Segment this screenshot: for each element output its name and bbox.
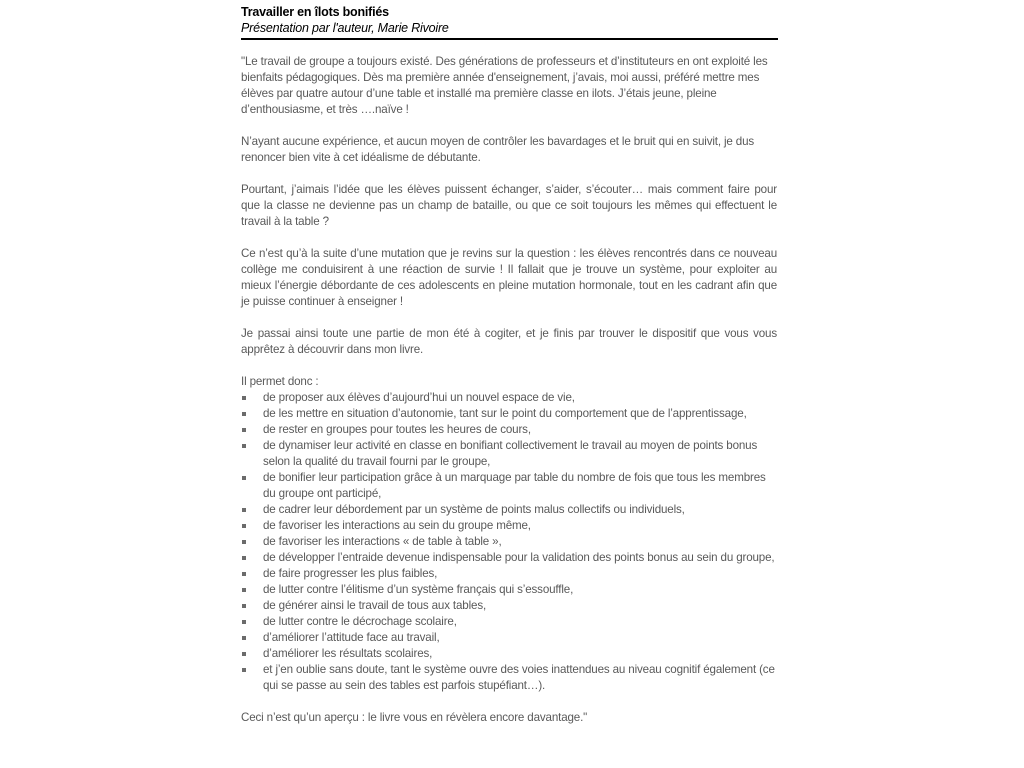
list-item — [241, 550, 777, 566]
square-bullet-icon — [242, 444, 246, 448]
square-bullet-icon — [242, 412, 246, 416]
list-item — [241, 406, 777, 422]
list-item-text: de favoriser les interactions « de table à table », — [263, 535, 502, 548]
list-item-text: de bonifier leur participation grâce à un marquage par table du nombre de fois que tous les membres du groupe ont participé, — [263, 471, 766, 500]
list-item — [241, 614, 777, 630]
benefits-list — [241, 390, 777, 694]
square-bullet-icon — [242, 556, 246, 560]
square-bullet-icon — [242, 620, 246, 624]
list-item-text: et j’en oublie sans doute, tant le système ouvre des voies inattendues au niveau cognitif également (ce qui se passe au sein des tables est parfois stupéfiant…). — [263, 663, 775, 692]
header-rule — [241, 38, 778, 40]
list-item-text: de dynamiser leur activité en classe en bonifiant collectivement le travail au moyen de points bonus selon la qualité du travail fourni par le groupe, — [263, 439, 758, 468]
list-item-text: de rester en groupes pour toutes les heures de cours, — [263, 423, 531, 436]
list-item-text: d’améliorer les résultats scolaires, — [263, 647, 433, 660]
list-item-text: de proposer aux élèves d’aujourd’hui un nouvel espace de vie, — [263, 391, 575, 404]
list-item — [241, 518, 777, 534]
square-bullet-icon — [242, 668, 246, 672]
paragraph-mutation: Ce n’est qu’à la suite d’une mutation que je revins sur la question : les élèves rencontrés dans ce nouveau collège me conduisirent à une réaction de survie ! Il fallait que je trouve un système, pour exploiter au mieux l’énergie débordante de ces adolescents en pleine mutation hormonale, tout en les cadrant afin que je puisse continuer à enseigner ! — [241, 247, 777, 308]
square-bullet-icon — [242, 428, 246, 432]
square-bullet-icon — [242, 476, 246, 480]
list-item — [241, 646, 777, 662]
list-item-text: de lutter contre l’élitisme d’un système français qui s’essouffle, — [263, 583, 574, 596]
paragraph-intro: "Le travail de groupe a toujours existé. Des générations de professeurs et d’instituteurs en ont exploité les bienfaits pédagogiques. Dès ma première année d'enseignement, j’avais, moi aussi, préféré mettre mes élèves par quatre autour d’une table et installé ma première classe en ilots. J’étais jeune, pleine d’enthousiasme, et très ….naïve ! — [241, 55, 768, 116]
list-item-text: de lutter contre le décrochage scolaire, — [263, 615, 457, 628]
document-page — [241, 0, 777, 742]
square-bullet-icon — [242, 588, 246, 592]
list-item — [241, 582, 777, 598]
paragraph-inexperience: N’ayant aucune expérience, et aucun moyen de contrôler les bavardages et le bruit qui en suivit, je dus renoncer bien vite à cet idéalisme de débutante. — [241, 135, 755, 164]
square-bullet-icon — [242, 524, 246, 528]
square-bullet-icon — [242, 636, 246, 640]
square-bullet-icon — [242, 508, 246, 512]
square-bullet-icon — [242, 540, 246, 544]
square-bullet-icon — [242, 652, 246, 656]
square-bullet-icon — [242, 572, 246, 576]
square-bullet-icon — [242, 604, 246, 608]
list-item-text: de générer ainsi le travail de tous aux tables, — [263, 599, 487, 612]
list-item-text: de cadrer leur débordement par un système de points malus collectifs ou individuels, — [263, 503, 685, 516]
paragraph-summer: Je passai ainsi toute une partie de mon été à cogiter, et je finis par trouver le dispositif que vous vous apprêtez à découvrir dans mon livre. — [241, 327, 777, 356]
list-item — [241, 534, 777, 550]
list-item-text: de développer l’entraide devenue indispensable pour la validation des points bonus au sein du groupe, — [263, 551, 775, 564]
list-item — [241, 390, 777, 406]
square-bullet-icon — [242, 396, 246, 400]
list-item — [241, 566, 777, 582]
list-item — [241, 470, 777, 502]
closing-paragraph: Ceci n’est qu’un aperçu : le livre vous en révèlera encore davantage." — [241, 711, 588, 724]
document-title: Travailler en îlots bonifiés — [241, 5, 389, 19]
list-item — [241, 438, 777, 470]
list-item-text: de faire progresser les plus faibles, — [263, 567, 438, 580]
paragraph-question: Pourtant, j’aimais l’idée que les élèves puissent échanger, s’aider, s’écouter… mais comment faire pour que la classe ne devienne pas un champ de bataille, ou que ce soit toujours les mêmes qui effectuent le travail à la table ? — [241, 183, 777, 228]
list-item — [241, 502, 777, 518]
list-item — [241, 598, 777, 614]
list-intro: Il permet donc : — [241, 375, 319, 388]
document-body — [241, 54, 777, 726]
list-item — [241, 662, 777, 694]
list-item — [241, 422, 777, 438]
list-item-text: de les mettre en situation d’autonomie, tant sur le point du comportement que de l’apprentissage, — [263, 407, 747, 420]
list-item-text: d’améliorer l’attitude face au travail, — [263, 631, 440, 644]
list-item — [241, 630, 777, 646]
document-subtitle: Présentation par l'auteur, Marie Rivoire — [241, 21, 449, 35]
list-item-text: de favoriser les interactions au sein du groupe même, — [263, 519, 531, 532]
